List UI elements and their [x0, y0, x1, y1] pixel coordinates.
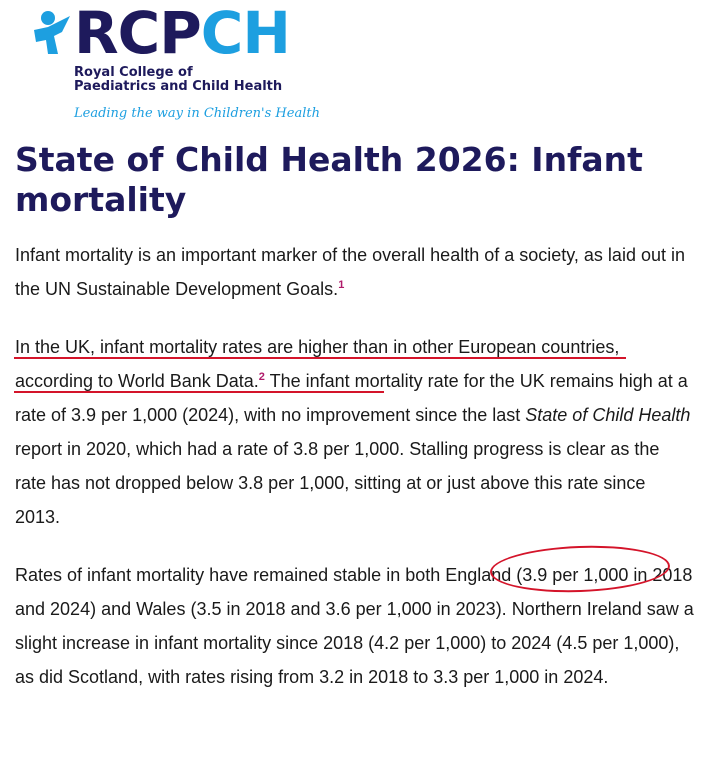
report-title: State of Child Health [525, 405, 691, 425]
logo-organisation-name: Royal College of Paediatrics and Child Health [74, 65, 283, 94]
page-title: State of Child Health 2026: Infant mortality [15, 140, 643, 219]
footnote-link-1[interactable]: 1 [338, 279, 345, 291]
child-figure-icon [32, 10, 72, 56]
rcpch-logo[interactable] [32, 0, 322, 124]
logo-wordmark: RCPCH [74, 0, 290, 67]
annotation-underline-1 [14, 357, 626, 359]
intro-paragraph: Infant mortality is an important marker of the overall health of a society, as laid out in the UN Sustainable Development Goals.$^1$ [15, 245, 685, 299]
annotation-underline-2 [14, 391, 384, 393]
footnote-link-2[interactable]: 2 [258, 371, 265, 383]
nations-paragraph: Rates of infant mortality have remained stable in both England (3.9 per 1,000 in 2018 and 2024) and Wales (3.5 in 2018 and 3.6 per 1,000 in 2023). Northern Ireland saw a slight increase in infant mortality since 2018 (4.2 per 1,000) to 2024 (4.5 per 1,000), as did Scotland, with rates rising from 3.2 in 2018 to 3.3 per 1,000 in 2024. [15, 565, 694, 687]
uk-comparison-paragraph: In the UK, infant mortality rates are higher than in other European countries, according to World Bank Data.$^2$ The infant mortality rate for the UK remains high at a rate of 3.9 per 1,000 (2024), with no improvement since the last State of Child Health report in 2020, which had a rate of 3.8 per 1,000. Stalling progress is clear as the rate has not dropped below 3.8 per 1,000, sitting at or just above this rate since 2013. [15, 337, 691, 527]
logo-tagline: Leading the way in Children's Health [74, 106, 320, 121]
highlighted-sentence: In the UK, infant mortality rates are higher than in other European countries, according to World Bank Data. [15, 337, 620, 391]
